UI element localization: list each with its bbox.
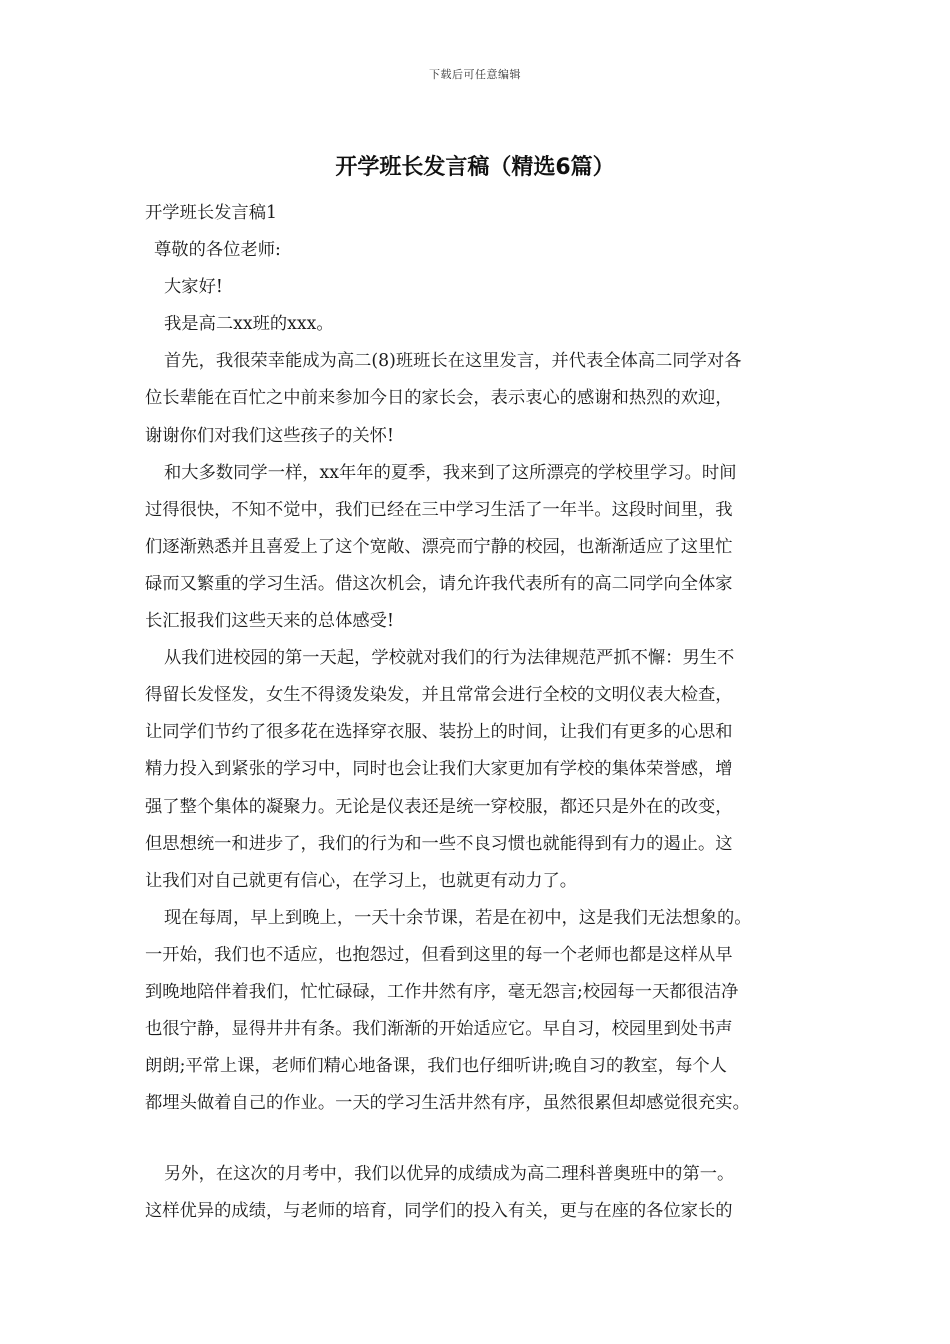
greeting: 大家好! [164,277,223,298]
paragraph-line: 都埋头做着自己的作业。一天的学习生活井然有序，虽然很累但却感觉很充实。 [145,1093,750,1114]
paragraph-line: 现在每周，早上到晚上，一天十余节课，若是在初中，这是我们无法想象的。 [164,907,752,928]
paragraph-line: 们逐渐熟悉并且喜爱上了这个宽敞、漂亮而宁静的校园，也渐渐适应了这里忙 [145,536,733,557]
paragraph-line: 长汇报我们这些天来的总体感受! [145,611,394,632]
section-heading: 开学班长发言稿1 [145,203,277,223]
paragraph-line: 让同学们节约了很多花在选择穿衣服、装扮上的时间，让我们有更多的心思和 [145,722,733,743]
paragraph-line: 朗朗;平常上课，老师们精心地备课，我们也仔细听讲;晚自习的教室，每个人 [145,1056,727,1077]
paragraph-line: 另外，在这次的月考中，我们以优异的成绩成为高二理科普奥班中的第一。 [164,1164,735,1185]
paragraph-line: 精力投入到紧张的学习中，同时也会让我们大家更加有学校的集体荣誉感，增 [145,759,733,780]
paragraph-line: 得留长发怪发，女生不得烫发染发，并且常常会进行全校的文明仪表大检查， [145,685,733,706]
paragraph-gap [145,1122,825,1156]
paragraph-line: 让我们对自己就更有信心，在学习上，也就更有动力了。 [145,870,578,891]
paragraph-line: 和大多数同学一样，xx年年的夏季，我来到了这所漂亮的学校里学习。时间 [164,462,737,483]
paragraph-line: 碌而又繁重的学习生活。借这次机会，请允许我代表所有的高二同学向全体家 [145,573,733,594]
salutation: 尊敬的各位老师: [154,240,281,261]
document-title: 开学班长发言稿（精选6篇） [335,155,615,180]
paragraph-line: 这样优异的成绩，与老师的培育，同学们的投入有关，更与在座的各位家长的 [145,1201,733,1222]
paragraph-line: 位长辈能在百忙之中前来参加今日的家长会，表示衷心的感谢和热烈的欢迎， [145,388,733,409]
paragraph-line: 谢谢你们对我们这些孩子的关怀! [145,425,394,446]
paragraph-line: 但思想统一和进步了，我们的行为和一些不良习惯也就能得到有力的遏止。这 [145,833,733,854]
paragraph-line: 过得很快，不知不觉中，我们已经在三中学习生活了一年半。这段时间里，我 [145,499,733,520]
paragraph-line: 从我们进校园的第一天起，学校就对我们的行为法律规范严抓不懈：男生不 [164,648,735,669]
self-introduction: 我是高二xx班的xxx。 [164,314,334,335]
paragraph-line: 首先，我很荣幸能成为高二(8)班班长在这里发言，并代表全体高二同学对各 [164,351,742,372]
paragraph-line: 强了整个集体的凝聚力。无论是仪表还是统一穿校服，都还只是外在的改变， [145,796,733,817]
paragraph-line: 到晚地陪伴着我们，忙忙碌碌，工作井然有序，毫无怨言;校园每一天都很洁净 [145,981,739,1002]
document-body [145,195,825,1231]
paragraph-line: 也很宁静，显得井井有条。我们渐渐的开始适应它。早自习，校园里到处书声 [145,1019,733,1040]
paragraph-line: 一开始，我们也不适应，也抱怨过，但看到这里的每一个老师也都是这样从早 [145,944,733,965]
header-note: 下载后可任意编辑 [429,68,521,81]
